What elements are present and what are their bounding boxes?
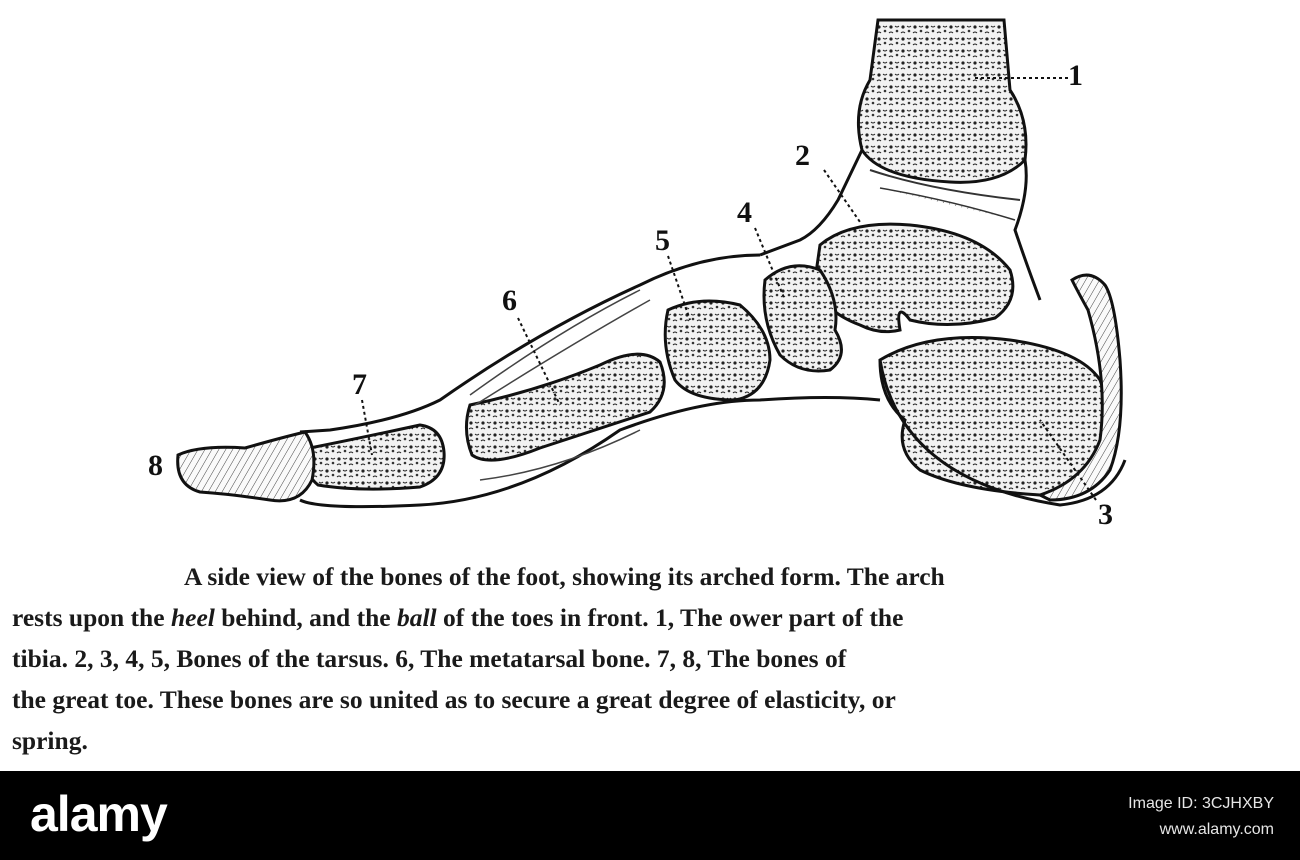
label-8: 8 [148,449,163,482]
cuneiform-bone [665,301,770,400]
label-1: 1 [1068,59,1083,92]
caption-text: rests upon the [12,603,171,632]
caption-ball-term: ball [396,603,437,632]
figure-caption [12,556,1288,761]
caption-line-1: A side view of the bones of the foot, showing its arched form. The arch [184,562,945,591]
label-5: 5 [655,224,670,257]
caption-heel-term: heel [170,603,215,632]
image-id-text: Image ID: 3CJHXBY [1128,795,1274,812]
caption-line-5: spring. [12,726,88,755]
label-4: 4 [737,196,752,229]
caption-text: of the toes in front. 1, The ower part of the [436,603,904,632]
label-2: 2 [795,139,810,172]
caption-text: behind, and the [214,603,397,632]
talus-bone [815,224,1013,331]
proximal-phalanx-bone [306,425,444,489]
caption-line-2 [12,597,1288,638]
caption-line-3: tibia. 2, 3, 4, 5, Bones of the tarsus. 6, The metatarsal bone. 7, 8, The bones of [12,644,847,673]
label-6: 6 [502,284,517,317]
distal-phalanx-bone [178,432,314,501]
metatarsal-bone [466,354,664,460]
label-3: 3 [1098,498,1113,531]
tibia-bone [858,20,1026,182]
calcaneus-bone [880,338,1109,496]
caption-line-4: the great toe. These bones are so united as to secure a great degree of elasticity, or [12,685,896,714]
watermark-footer [0,771,1300,860]
label-7: 7 [352,368,367,401]
site-url-text: www.alamy.com [1159,821,1274,838]
alamy-logo: alamy [30,786,167,842]
